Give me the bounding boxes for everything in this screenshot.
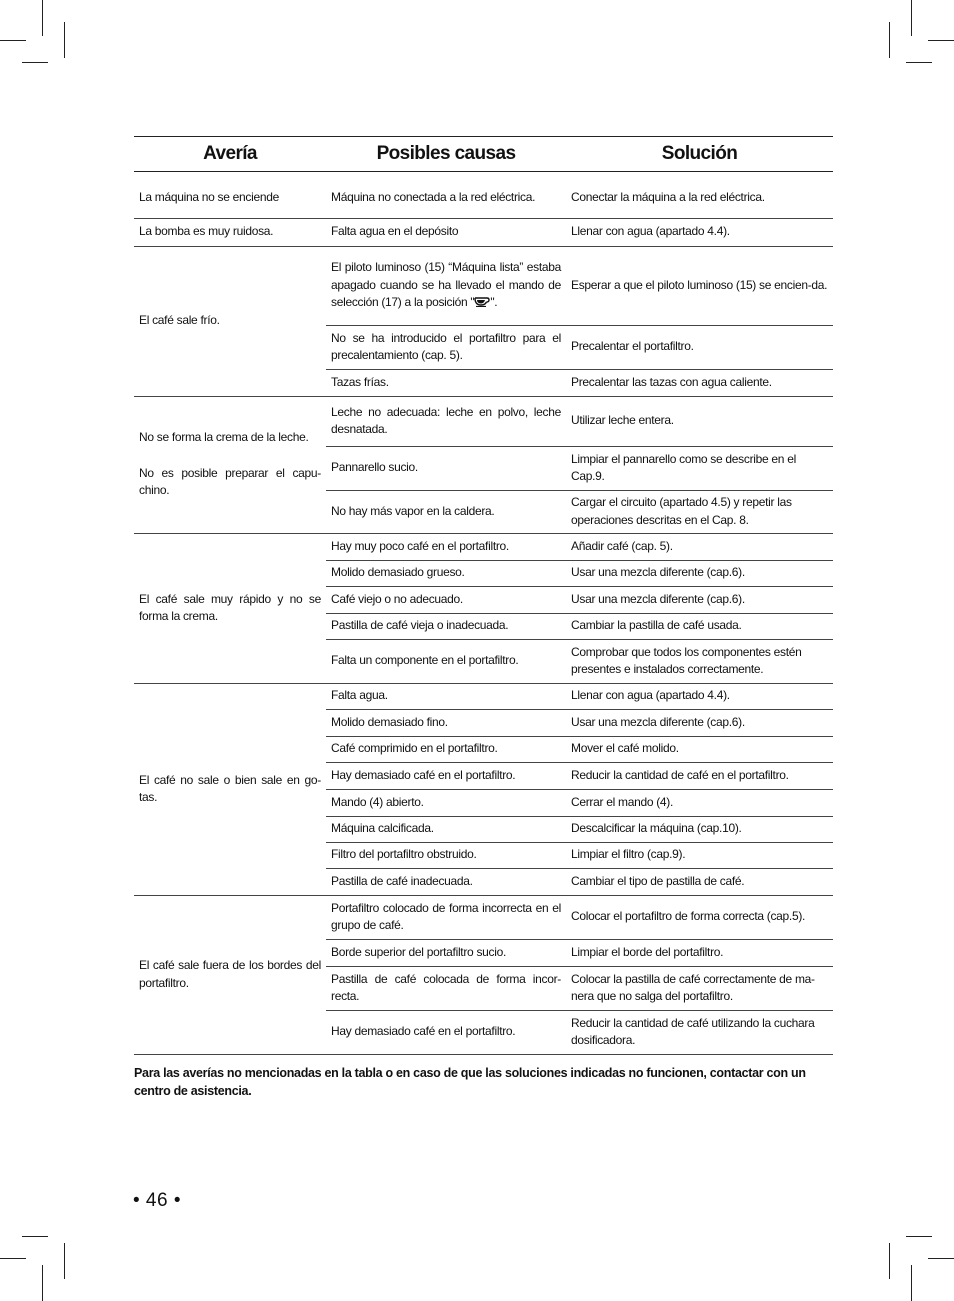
cause-cell [326, 966, 566, 1010]
crop-mark [42, 1265, 43, 1301]
page-number: • 46 • [133, 1190, 181, 1211]
solution-text: Limpiar el filtro (cap.9). [571, 847, 686, 862]
fault-text: El café sale muy rápido y no se forma la crema. [139, 591, 321, 623]
cause-text: Hay demasiado café en el portafiltro. [331, 1024, 516, 1039]
crop-mark [906, 1236, 932, 1237]
cause-cell [326, 816, 566, 842]
cause-cell [326, 560, 566, 586]
cause-text: Borde superior del portafiltro sucio. [331, 944, 506, 959]
cause-text: Pastilla de café inadecuada. [331, 873, 473, 888]
solution-text: Limpiar el borde del portafiltro. [571, 944, 724, 959]
solution-text: Llenar con agua (apartado 4.4). [571, 688, 730, 703]
cause-text: Molido demasiado fino. [331, 714, 448, 729]
troubleshooting-table [134, 136, 833, 1055]
solution-text: Usar una mezcla diferente (cap.6). [571, 565, 745, 580]
solution-text: Colocar el portafiltro de forma correcta (cap.5). [571, 909, 806, 924]
fault-text: El café sale frío. [139, 313, 220, 328]
solution-text: Cerrar el mando (4). [571, 794, 674, 809]
cause-cell [326, 613, 566, 639]
solution-text: Cargar el circuito (apartado 4.5) y repetir las operaciones descritas en el Cap. 8. [571, 495, 792, 527]
crop-mark [911, 1265, 912, 1301]
cause-text: Hay muy poco café en el portafiltro. [331, 538, 509, 553]
cause-text-suffix: ". [490, 295, 498, 310]
cause-cell [326, 218, 566, 246]
cause-cell [326, 868, 566, 895]
solution-cell [566, 613, 833, 639]
table-row [134, 396, 833, 446]
cause-text: Falta agua. [331, 688, 388, 703]
fault-cell [134, 218, 326, 246]
solution-cell [566, 639, 833, 683]
cause-cell [326, 736, 566, 762]
header-fault: Avería [134, 137, 326, 172]
crop-mark [928, 40, 954, 41]
cause-cell [326, 842, 566, 868]
cause-text: No se ha introducido el portafiltro para el precalentamiento (cap. 5). [331, 330, 561, 362]
solution-text: Comprobar que todos los componentes estén presentes e instalados correctamente. [571, 644, 802, 676]
cause-cell [326, 369, 566, 396]
fault-cell [134, 246, 326, 396]
solution-cell [566, 1010, 833, 1054]
solution-text: Llenar con agua (apartado 4.4). [571, 224, 730, 239]
crop-mark [64, 1243, 65, 1279]
solution-cell [566, 709, 833, 736]
cause-cell [326, 683, 566, 709]
header-solution: Solución [566, 137, 833, 172]
solution-text: Mover el café molido. [571, 741, 679, 756]
cup-icon [474, 297, 490, 307]
crop-mark [22, 62, 48, 63]
cause-cell [326, 586, 566, 613]
solution-text: Precalentar las tazas con agua caliente. [571, 374, 772, 389]
cause-text: Portafiltro colocado de forma incorrecta en el grupo de café. [331, 900, 561, 932]
cause-cell [326, 895, 566, 939]
table-row [134, 683, 833, 709]
fault-cell [134, 178, 326, 218]
solution-cell [566, 868, 833, 895]
solution-cell [566, 178, 833, 218]
table-row [134, 178, 833, 218]
crop-mark [889, 1243, 890, 1279]
solution-text: Precalentar el portafiltro. [571, 339, 694, 354]
solution-cell [566, 325, 833, 369]
fault-text: La máquina no se enciende [139, 190, 279, 205]
solution-cell [566, 842, 833, 868]
solution-text: Utilizar leche entera. [571, 413, 674, 428]
solution-text: Esperar a que el piloto luminoso (15) se encien-da. [571, 277, 828, 292]
cause-cell [326, 325, 566, 369]
fault-text: No se forma la crema de la leche. [139, 430, 309, 445]
fault-text: El café sale fuera de los bordes del portafiltro. [139, 958, 321, 990]
solution-text: Descalcificar la máquina (cap.10). [571, 821, 742, 836]
crop-mark [42, 0, 43, 36]
cause-cell [326, 762, 566, 789]
solution-cell [566, 683, 833, 709]
cause-text: Café comprimido en el portafiltro. [331, 741, 498, 756]
table-row [134, 533, 833, 560]
cause-text: Mando (4) abierto. [331, 794, 424, 809]
cause-cell [326, 446, 566, 490]
crop-mark [0, 40, 26, 41]
cause-text: Falta agua en el depósito [331, 224, 459, 239]
cause-text: Máquina calcificada. [331, 821, 434, 836]
solution-cell [566, 396, 833, 446]
solution-cell [566, 789, 833, 816]
cause-text: Leche no adecuada: leche en polvo, leche desnatada. [331, 404, 561, 436]
cause-text: Pastilla de café vieja o inadecuada. [331, 618, 509, 633]
cause-cell [326, 1010, 566, 1054]
solution-cell [566, 966, 833, 1010]
cause-text: Tazas frías. [331, 374, 389, 389]
fault-text: No es posible preparar el capu-chino. [139, 465, 321, 498]
solution-cell [566, 490, 833, 533]
crop-mark [22, 1236, 48, 1237]
solution-text: Conectar la máquina a la red eléctrica. [571, 190, 765, 205]
cause-cell [326, 789, 566, 816]
solution-cell [566, 939, 833, 966]
solution-cell [566, 762, 833, 789]
cause-text: Pannarello sucio. [331, 460, 418, 475]
fault-cell [134, 396, 326, 533]
solution-text: Reducir la cantidad de café utilizando la cuchara dosificadora. [571, 1015, 815, 1047]
solution-cell [566, 369, 833, 396]
solution-cell [566, 816, 833, 842]
solution-cell [566, 736, 833, 762]
solution-cell [566, 533, 833, 560]
solution-text: Colocar la pastilla de café correctamente de ma-nera que no salga del portafiltro. [571, 971, 815, 1003]
solution-text: Reducir la cantidad de café en el portafiltro. [571, 767, 789, 782]
solution-text: Cambiar el tipo de pastilla de café. [571, 873, 745, 888]
cause-text: Falta un componente en el portafiltro. [331, 653, 519, 668]
crop-mark [928, 1258, 954, 1259]
cause-cell [326, 939, 566, 966]
solution-cell [566, 586, 833, 613]
cause-cell [326, 246, 566, 325]
solution-cell [566, 895, 833, 939]
cause-cell [326, 178, 566, 218]
cause-text: Molido demasiado grueso. [331, 565, 465, 580]
solution-cell [566, 246, 833, 325]
crop-mark [906, 62, 932, 63]
crop-mark [889, 22, 890, 58]
cause-text: Pastilla de café colocada de forma incor-recta. [331, 971, 561, 1003]
cause-text: Hay demasiado café en el portafiltro. [331, 767, 516, 782]
fault-cell [134, 533, 326, 683]
fault-cell [134, 895, 326, 1054]
solution-text: Limpiar el pannarello como se describe en el Cap.9. [571, 451, 796, 483]
table-body [134, 178, 833, 1054]
table-header-row [134, 137, 833, 172]
solution-text: Usar una mezcla diferente (cap.6). [571, 714, 745, 729]
header-cause: Posibles causas [326, 137, 566, 172]
solution-cell [566, 218, 833, 246]
cause-text: No hay más vapor en la caldera. [331, 503, 495, 518]
solution-cell [566, 446, 833, 490]
solution-text: Cambiar la pastilla de café usada. [571, 618, 742, 633]
crop-mark [911, 0, 912, 36]
fault-cell [134, 683, 326, 895]
fault-text: La bomba es muy ruidosa. [139, 224, 274, 239]
crop-mark [0, 1258, 26, 1259]
crop-mark [64, 22, 65, 58]
cause-text: Filtro del portafiltro obstruido. [331, 847, 477, 862]
solution-text: Usar una mezcla diferente (cap.6). [571, 591, 745, 606]
cause-cell [326, 396, 566, 446]
cause-text: El piloto luminoso (15) “Máquina lista” estaba apagado cuando se ha llevado el mando de selección (17) a la posición " [331, 260, 561, 310]
table-row [134, 246, 833, 325]
cause-cell [326, 709, 566, 736]
cause-cell [326, 639, 566, 683]
cause-cell [326, 490, 566, 533]
footer-note: Para las averías no mencionadas en la tabla o en caso de que las soluciones indicadas no funcionen, contactar con un centro de asistencia. [134, 1066, 806, 1099]
solution-text: Añadir café (cap. 5). [571, 538, 673, 553]
fault-text: El café no sale o bien sale en go-tas. [139, 772, 321, 804]
cause-text: Café viejo o no adecuado. [331, 591, 463, 606]
table-row [134, 895, 833, 939]
table-row [134, 218, 833, 246]
cause-cell [326, 533, 566, 560]
cause-text: Máquina no conectada a la red eléctrica. [331, 190, 536, 205]
solution-cell [566, 560, 833, 586]
